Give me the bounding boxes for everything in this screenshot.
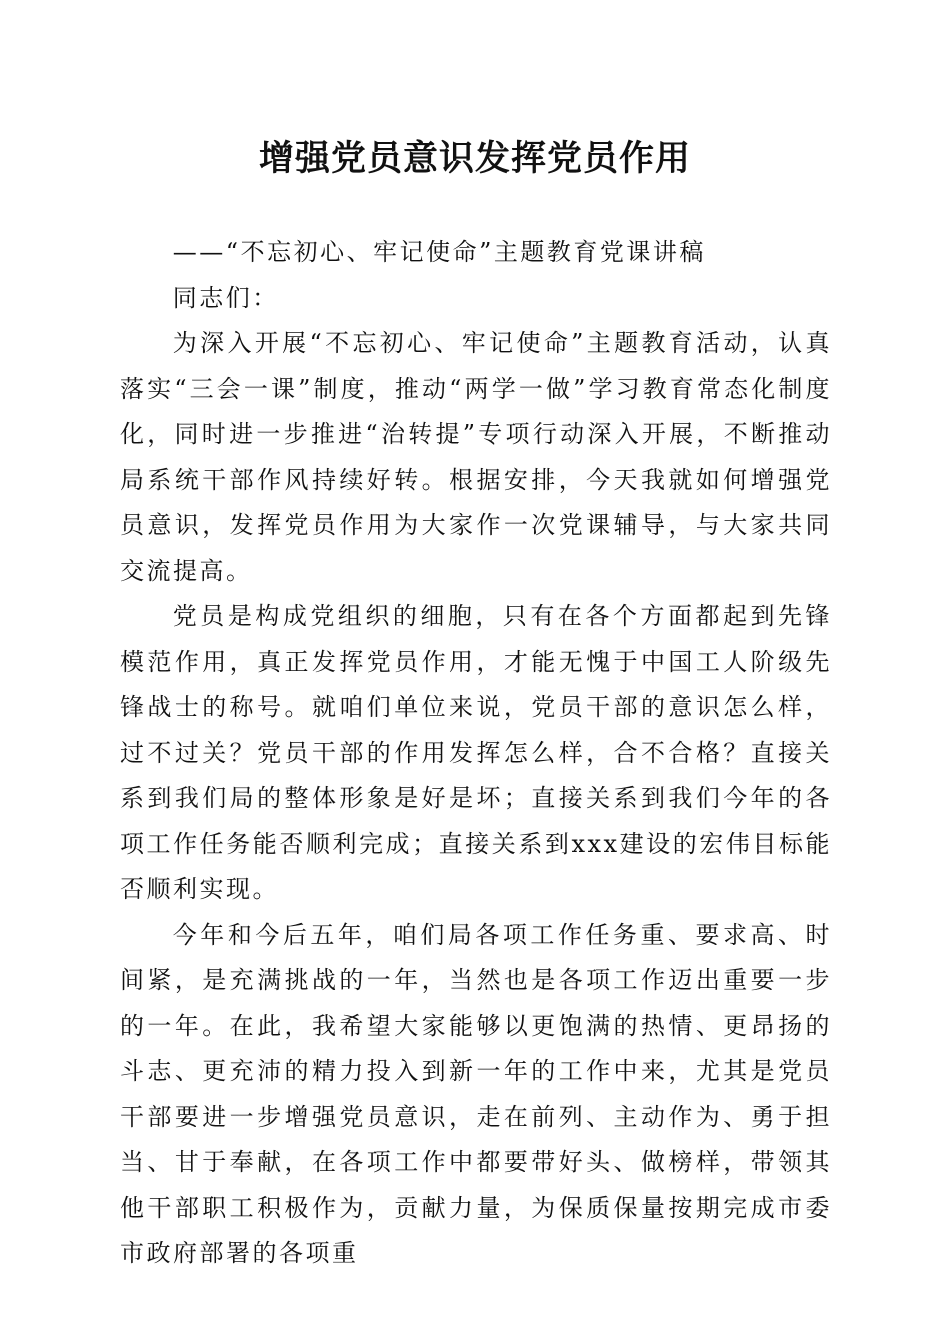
paragraph-1: 为深入开展“不忘初心、牢记使命”主题教育活动，认真落实“三会一课”制度，推动“两学一做”学习教育常态化制度化，同时进一步推进“治转提”专项行动深入开展，不断推动局系统干部作风持续好转。根据安排，今天我就如何增强党员意识，发挥党员作用为大家作一次党课辅导，与大家共同交流提高。 [120, 329, 832, 585]
subtitle: ——“不忘初心、牢记使命”主题教育党课讲稿 [172, 238, 706, 266]
paragraph-2: 党员是构成党组织的细胞，只有在各个方面都起到先锋模范作用，真正发挥党员作用，才能无愧于中国工人阶级先锋战士的称号。就咱们单位来说，党员干部的意识怎么样，过不过关？党员干部的作用发挥怎么样，合不合格？直接关系到我们局的整体形象是好是坏；直接关系到我们今年的各项工作任务能否顺利完成；直接关系到xxx建设的宏伟目标能否顺利实现。 [120, 602, 832, 903]
document-body [120, 230, 832, 1277]
paragraph-3: 今年和今后五年，咱们局各项工作任务重、要求高、时间紧，是充满挑战的一年，当然也是各项工作迈出重要一步的一年。在此，我希望大家能够以更饱满的热情、更昂扬的斗志、更充沛的精力投入到新一年的工作中来，尤其是党员干部要进一步增强党员意识，走在前列、主动作为、勇于担当、甘于奉献，在各项工作中都要带好头、做榜样，带领其他干部职工积极作为，贡献力量，为保质保量按期完成市委市政府部署的各项重 [120, 920, 832, 1267]
salutation: 同志们： [172, 283, 279, 312]
page-title: 增强党员意识发挥党员作用 [258, 139, 691, 179]
